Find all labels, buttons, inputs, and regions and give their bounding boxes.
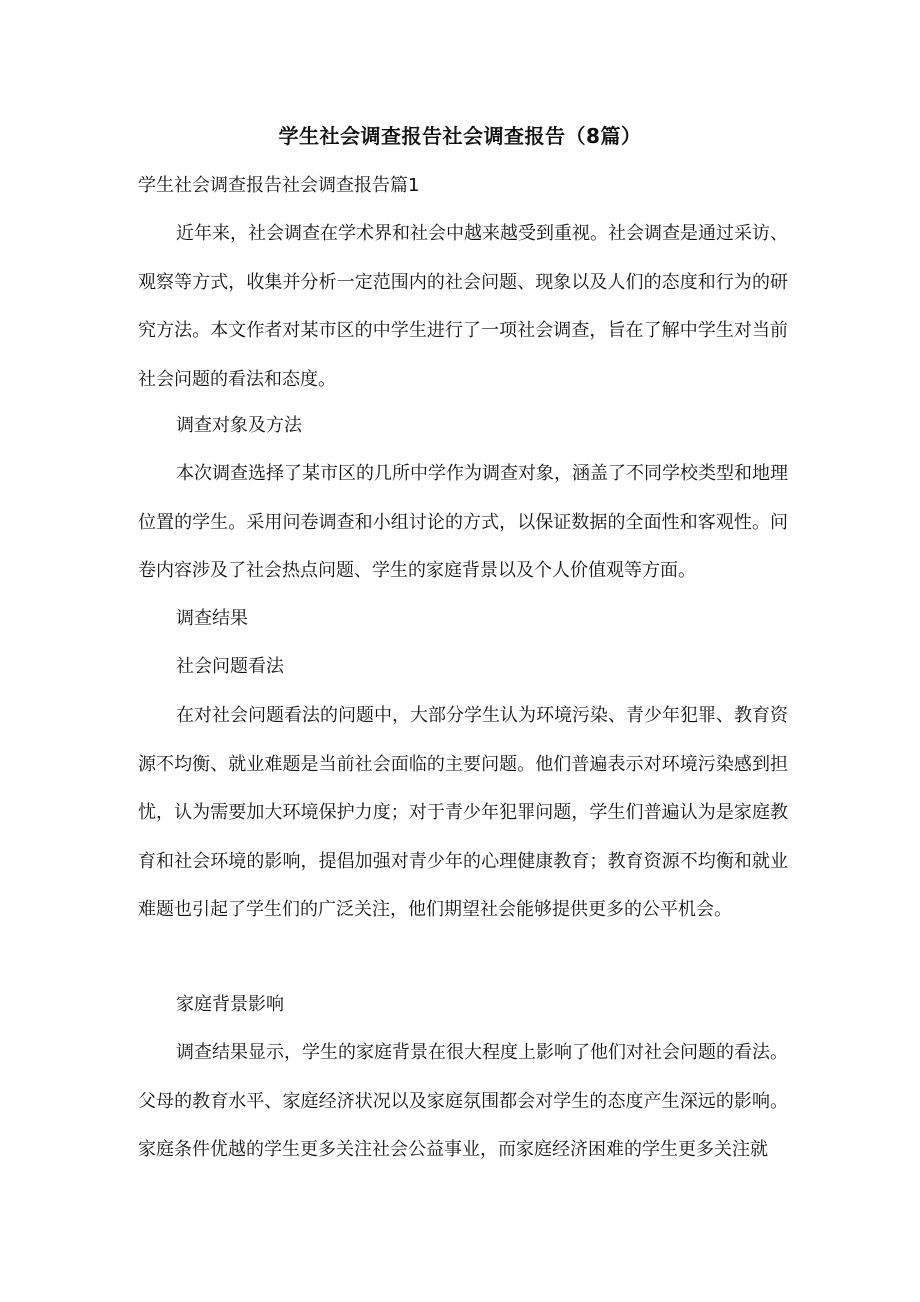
document-title: 学生社会调查报告社会调查报告（8篇） [278,124,642,148]
paragraph-social-views: 在对社会问题看法的问题中，大部分学生认为环境污染、青少年犯罪、教育资源不均衡、就业难题是当前社会面临的主要问题。他们普遍表示对环境污染感到担忧，认为需要加大环境保护力度；对于青少年犯罪问题，学生们普遍认为是家庭教育和社会环境的影响，提倡加强对青少年的心理健康教育；教育资源不均衡和就业难题也引起了学生们的广泛关注，他们期望社会能够提供更多的公平机会。 [138,705,788,920]
document-subtitle: 学生社会调查报告社会调查报告篇1 [138,175,420,196]
heading-method: 调查对象及方法 [176,415,302,436]
heading-results: 调查结果 [176,608,248,629]
paragraph-method: 本次调查选择了某市区的几所中学作为调查对象，涵盖了不同学校类型和地理位置的学生。采用问卷调查和小组讨论的方式，以保证数据的全面性和客观性。问卷内容涉及了社会热点问题、学生的家庭背景以及个人价值观等方面。 [138,463,788,581]
paragraph-intro: 近年来，社会调查在学术界和社会中越来越受到重视。社会调查是通过采访、观察等方式，收集并分析一定范围内的社会问题、现象以及人们的态度和行为的研究方法。本文作者对某市区的中学生进行了一项社会调查，旨在了解中学生对当前社会问题的看法和态度。 [138,223,788,390]
heading-family-background: 家庭背景影响 [176,994,284,1015]
paragraph-family-background: 调查结果显示，学生的家庭背景在很大程度上影响了他们对社会问题的看法。父母的教育水平、家庭经济状况以及家庭氛围都会对学生的态度产生深远的影响。家庭条件优越的学生更多关注社会公益事业，而家庭经济困难的学生更多关注就 [138,1042,788,1160]
heading-social-views: 社会问题看法 [176,656,284,677]
